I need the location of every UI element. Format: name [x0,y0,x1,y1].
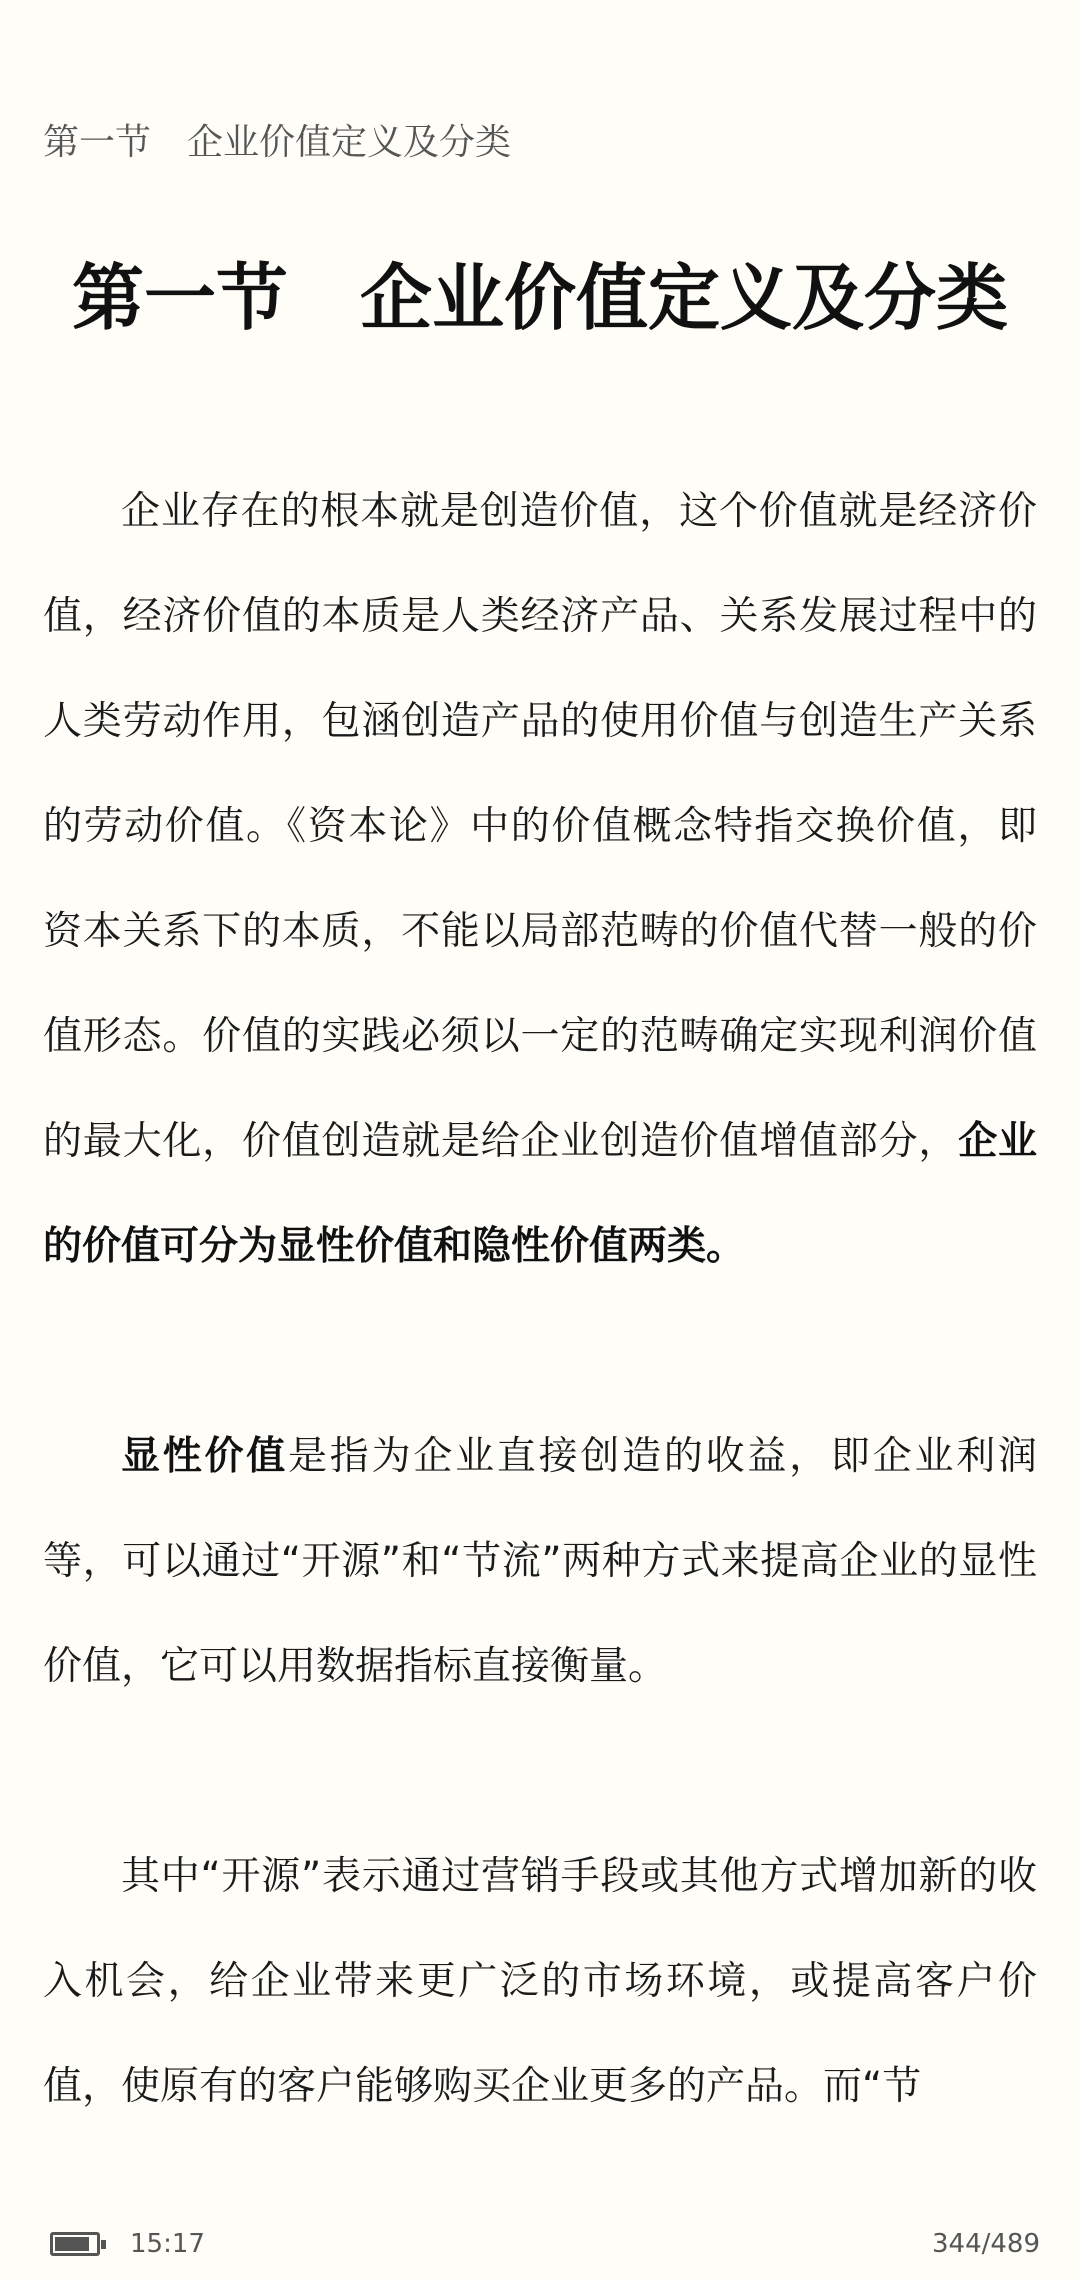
paragraph-2-text: 是指为企业直接创造的收益，即企业利润等，可以通过“开源”和“节流”两种方式来提高企业的显性价值，它可以用数据指标直接衡量。 [43,1434,1037,1689]
paragraph-3-text: 其中“开源”表示通过营销手段或其他方式增加新的收入机会，给企业带来更广泛的市场环境，或提高客户价值，使原有的客户能够购买企业更多的产品。而“节 [43,1854,1037,2109]
paragraph-1-emphasis: 企业的价值可分为显性价值和隐性价值两类。 [43,1119,1037,1269]
battery-fill [55,2237,89,2251]
running-header: 第一节 企业价值定义及分类 [43,122,512,163]
paragraph-1-text: 企业存在的根本就是创造价值，这个价值就是经济价值，经济价值的本质是人类经济产品、关系发展过程中的人类劳动作用，包涵创造产品的使用价值与创造生产关系的劳动价值。《资本论》中的价值概念特指交换价值，即资本关系下的本质，不能以局部范畴的价值代替一般的价值形态。价值的实践必须以一定的范畴确定实现利润价值的最大化，价值创造就是给企业创造价值增值部分， [43,489,1037,1164]
reading-content [43,459,1037,2139]
clock-time: 15:17 [130,2229,205,2259]
paragraph-2-term: 显性价值 [121,1434,289,1479]
page-counter: 344/489 [931,2229,1040,2259]
battery-icon [50,2232,100,2256]
paragraph-2 [43,1404,1037,1719]
paragraph-3 [43,1824,1037,2139]
paragraph-1 [43,459,1037,1299]
chapter-title: 第一节 企业价值定义及分类 [71,256,1008,340]
